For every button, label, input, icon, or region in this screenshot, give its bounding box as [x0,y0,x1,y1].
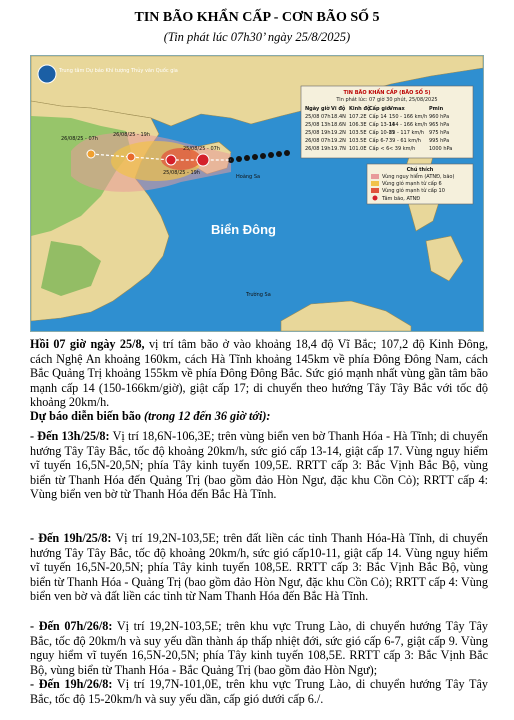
panel-cell: Cấp 6-7 [369,138,389,144]
panel-cell: 18.4N [331,114,346,120]
panel-cell: 103.5E [349,138,367,144]
storm-label-3: 25/08/25 - 19h [163,170,200,176]
legend-item-4: Tâm bão, ATNĐ [382,196,421,202]
panel-header-cell: Cấp gió [369,106,391,112]
panel-cell: 19.2N [331,130,346,136]
forecast-4-rest: Vị trí 19,7N-101,0E, trên khu vực Trung Lào, di chuyển hướng Tây Tây Bắc, tốc độ 15-20km/h và suy yếu dần, cấp gió dưới cấp 6./. [30,677,489,706]
panel-header-cell: Ngày giờ [305,106,330,112]
forecast-1-rest: Vị trí 18,6N-106,3E; trên vùng biển ven bờ Thanh Hóa - Hà Tĩnh; di chuyển hướng Tây Tây Bắc, tốc độ khoảng 20km/h, sức gió cấp 13-14, giật cấp 17. Vùng nguy hiểm vĩ tuyến 16,5N-20,5N; phía Tây kinh tuyến 109,5E. RRTT cấp 3: Bắc Vịnh Bắc Bộ, vùng biển từ Thanh Hóa đến Quảng Trị (bao gồm đảo Hòn Ngư, đặc khu Cồn Cỏ); RRTT cấp 4: Vùng biển ven bờ từ Thanh Hóa đến Bắc Hà Tĩnh. [30,429,488,501]
storm-label-1: 26/08/25 - 07h [61,136,98,142]
panel-header-cell: Kinh độ [349,106,371,112]
info-panel [301,86,473,158]
panel-cell: Cấp 10-11 [369,130,395,136]
intro-paragraph [30,337,488,410]
panel-cell: 103.5E [349,130,367,136]
storm-track-map [30,55,484,332]
panel-cell: Cấp < 6 [369,146,390,152]
legend-item-1: Vùng nguy hiểm (ATNĐ, bão) [382,174,455,180]
forecast-3-rest: Vị trí 19,2N-103,5E; trên khu vực Trung Lào, di chuyển hướng Tây Tây Bắc, tốc độ 20km/h và suy yếu dần thành áp thấp nhiệt đới, sức gió cấp 6-7, giật cấp 9. Vùng nguy hiểm vĩ tuyến 16,5N-20,5N; phía Tây kinh tuyến 108,5E. RRTT cấp 3: Bắc Vịnh Bắc Bộ, vùng biển từ Thanh Hóa - Bắc Quảng Trị (bao gồm đảo Hòn Ngư); [30,619,488,677]
forecast-4-lead: - Đến 19h/26/8: [30,677,113,691]
panel-cell: 975 hPa [429,130,450,136]
panel-cell: 19.7N [331,146,346,152]
panel-header-cell: Vmax [389,106,405,112]
panel-cell: 134 - 166 km/h [389,122,428,128]
forecast-item-1 [30,429,488,502]
panel-title: TIN BÃO KHẨN CẤP (BÃO SỐ 5) [343,90,431,96]
forecast-1-lead: - Đến 13h/25/8: [30,429,110,443]
panel-cell: 25/08 19h [305,130,331,136]
truong-sa-label: Trường Sa [246,292,271,298]
panel-cell: 26/08 07h [305,138,331,144]
panel-cell: 150 - 166 km/h [389,114,428,120]
intro-rest: vị trí tâm bão ở vào khoảng 18,4 độ Vĩ Bắc; 107,2 độ Kinh Đông, cách Nghệ An khoảng 160km, cách Hà Tĩnh khoảng 145km về phía Đông Đông Nam, cách Bắc Quảng Trị khoảng 155km về phía Đông Đông Bắc. Sức gió mạnh nhất vùng gần tâm bão mạnh cấp 14 (150-166km/giờ), giật cấp 17; di chuyển theo hướng Tây Tây Bắc với tốc độ khoảng 20km/h. [30,337,488,409]
forecast-item-2 [30,531,488,604]
panel-cell: 19.2N [331,138,346,144]
legend-item-2: Vùng gió mạnh từ cấp 6 [382,181,442,187]
intro-lead: Hồi 07 giờ ngày 25/8, [30,337,145,351]
logo-text: Trung tâm Dự báo Khí tượng Thủy văn Quốc gia [59,68,178,74]
panel-cell: 25/08 13h [305,122,331,128]
forecast-2-lead: - Đến 19h/25/8: [30,531,112,545]
page-title: TIN BÃO KHẨN CẤP - CƠN BÃO SỐ 5 [134,10,380,25]
legend-title: Chú thích [406,167,434,173]
panel-cell: 101.0E [349,146,367,152]
forecast-item-3 [30,619,488,677]
panel-cell: 18.6N [331,122,346,128]
panel-cell: Cấp 14 [369,114,387,120]
forecast-head-italic: (trong 12 đến 36 giờ tới): [143,409,271,423]
panel-header-cell: Pmin [429,106,444,112]
legend-panel [367,164,473,204]
panel-cell: 39 - 61 km/h [389,138,421,144]
storm-label-2: 26/08/25 - 19h [113,132,150,138]
panel-cell: 26/08 19h [305,146,331,152]
panel-cell: 960 hPa [429,114,450,120]
panel-cell: 965 hPa [429,122,450,128]
forecast-2-rest: Vị trí 19,2N-103,5E; trên đất liền các tỉnh Thanh Hóa-Hà Tĩnh, di chuyển hướng Tây Tây Bắc, tốc độ khoảng 20km/h, sức gió cấp10-11, giật cấp 14. Vùng nguy hiểm vĩ tuyến 16,5N-20,5N; phía Tây kinh tuyến 108,5E. RRTT cấp 3: Bắc Vịnh Bắc Bộ, vùng biển từ Thanh Hóa - Quảng Trị (bao gồm đảo Hòn Ngư, đặc khu Cồn Cỏ); RRTT cấp 4: Vùng biển ven bờ và đất liền các tỉnh từ Nam Thanh Hóa đến Bắc Hà Tĩnh. [30,531,489,603]
legend-item-3: Vùng gió mạnh từ cấp 10 [382,188,445,194]
panel-cell: 1000 hPa [429,146,453,152]
panel-cell: 107.2E [349,114,367,120]
forecast-item-4 [30,677,488,706]
panel-cell: < 39 km/h [389,146,416,152]
forecast-3-lead: - Đến 07h/26/8: [30,619,113,633]
map-graphic [31,56,483,331]
forecast-heading [30,409,488,424]
panel-cell: 89 - 117 km/h [389,130,425,136]
storm-label-4: 25/08/25 - 07h [183,146,220,152]
panel-cell: 25/08 07h [305,114,331,120]
forecast-head: Dự báo diễn biến bão [30,409,141,423]
panel-header-cell: Vĩ độ [331,106,346,112]
sea-label: Biển Đông [211,222,276,237]
panel-subtitle: Tin phát lúc: 07 giờ 30 phút, 25/08/2025 [336,97,438,103]
panel-cell: 995 hPa [429,138,450,144]
panel-cell: 106.3E [349,122,367,128]
page-subtitle: (Tin phát lúc 07h30’ ngày 25/8/2025) [163,30,351,44]
panel-cell: Cấp 13-14 [369,122,395,128]
hoang-sa-label: Hoàng Sa [236,174,261,180]
